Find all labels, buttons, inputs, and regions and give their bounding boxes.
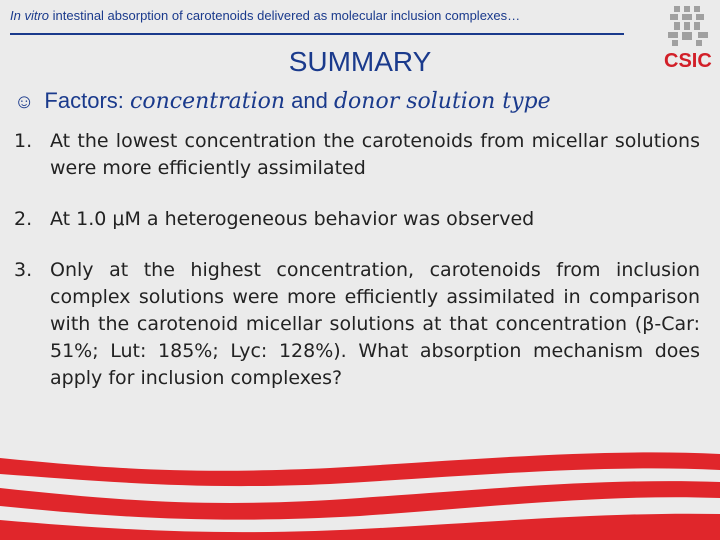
factors-label: Factors: [44,88,124,113]
list-item [14,206,700,233]
header-italic: In vitro [10,8,50,23]
factor-term-1: concentration [130,89,286,114]
list-item [14,128,700,182]
item-number: 2. [14,208,33,230]
factor-term-2: donor solution type [333,89,551,114]
list-item [14,257,700,392]
item-text: At 1.0 μM a heterogeneous behavior was observed [50,208,535,230]
slide-title: SUMMARY [288,46,432,77]
item-number: 3. [14,259,33,281]
item-text: At the lowest concentration the carotenoids from micellar solutions were more efficiently assimilated [50,130,700,179]
summary-list [14,128,700,416]
slide-header [10,8,520,23]
factor-and: and [285,88,334,113]
header-divider [10,33,624,35]
item-number: 1. [14,130,33,152]
decorative-waves [0,440,720,540]
item-text: Only at the highest concentration, carotenoids from inclusion complex solutions were more efficiently assimilated in comparison with the carotenoid micellar solutions at that concentration (β-Car: 51%; Lut: 185%; Lyc: 128%). What absorption mechanism does apply for inclusion complexes? [50,259,700,389]
header-text: intestinal absorption of carotenoids delivered as molecular inclusion complexes… [49,8,521,23]
csic-logo-text: CSIC [664,50,712,72]
factors-line [14,88,551,114]
smiley-bullet-icon: ☺ [14,91,35,113]
